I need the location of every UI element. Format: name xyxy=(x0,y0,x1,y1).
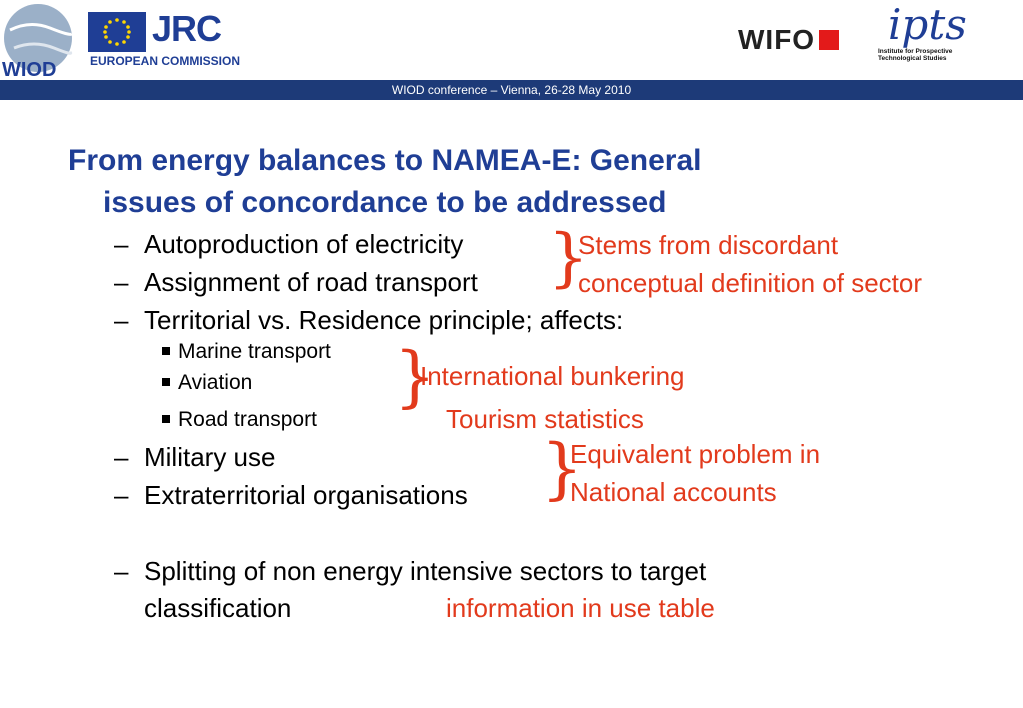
wifo-text: WIFO xyxy=(738,24,816,55)
header xyxy=(0,0,1023,80)
list-item-continuation: classification xyxy=(144,593,292,623)
note-stems-line-1: Stems from discordant xyxy=(578,230,839,260)
square-bullet-icon xyxy=(162,415,170,423)
ipts-subtitle: Institute for Prospective Technological Studies xyxy=(878,48,953,62)
brace-icon: } xyxy=(394,338,436,415)
brace-icon: } xyxy=(548,221,589,295)
list-item: – Autoproduction of electricity xyxy=(114,229,464,259)
slide-title xyxy=(68,140,888,224)
conference-bar xyxy=(0,80,1023,100)
note-equivalent-line-1: Equivalent problem in xyxy=(570,439,821,469)
jrc-logo: JRC xyxy=(152,8,222,49)
list-item: – Splitting of non energy intensive sectors to target xyxy=(114,556,707,586)
list-item: – Assignment of road transport xyxy=(114,267,478,297)
title-line-1: From energy balances to NAMEA-E: General xyxy=(68,144,702,177)
note-stems-line-2: conceptual definition of sector xyxy=(578,268,922,298)
list-item: – Extraterritorial organisations xyxy=(114,480,468,510)
wiod-globe-logo xyxy=(0,0,82,80)
eu-flag-icon xyxy=(88,12,146,52)
list-item: – Territorial vs. Residence principle; affects: xyxy=(114,305,624,335)
square-bullet-icon xyxy=(162,378,170,386)
sub-list-item: Marine transport xyxy=(162,340,331,364)
square-bullet-icon xyxy=(162,347,170,355)
wifo-logo xyxy=(738,24,839,56)
sub-list-item: Aviation xyxy=(162,371,252,395)
conference-label: WIOD conference – Vienna, 26-28 May 2010 xyxy=(391,83,632,97)
note-use-table: information in use table xyxy=(446,593,715,623)
brace-icon: } xyxy=(541,430,583,507)
wifo-square-icon xyxy=(819,30,839,50)
list-item: – Military use xyxy=(114,442,276,472)
title-line-2: issues of concordance to be addressed xyxy=(103,186,667,219)
note-equivalent-line-2: National accounts xyxy=(570,477,777,507)
european-commission-label: EUROPEAN COMMISSION xyxy=(90,54,241,68)
wiod-text: WIOD xyxy=(2,59,57,80)
note-tourism: Tourism statistics xyxy=(446,404,644,434)
note-bunkering: International bunkering xyxy=(420,361,685,391)
ipts-logo: ipts xyxy=(888,0,967,49)
sub-list-item: Road transport xyxy=(162,408,317,432)
